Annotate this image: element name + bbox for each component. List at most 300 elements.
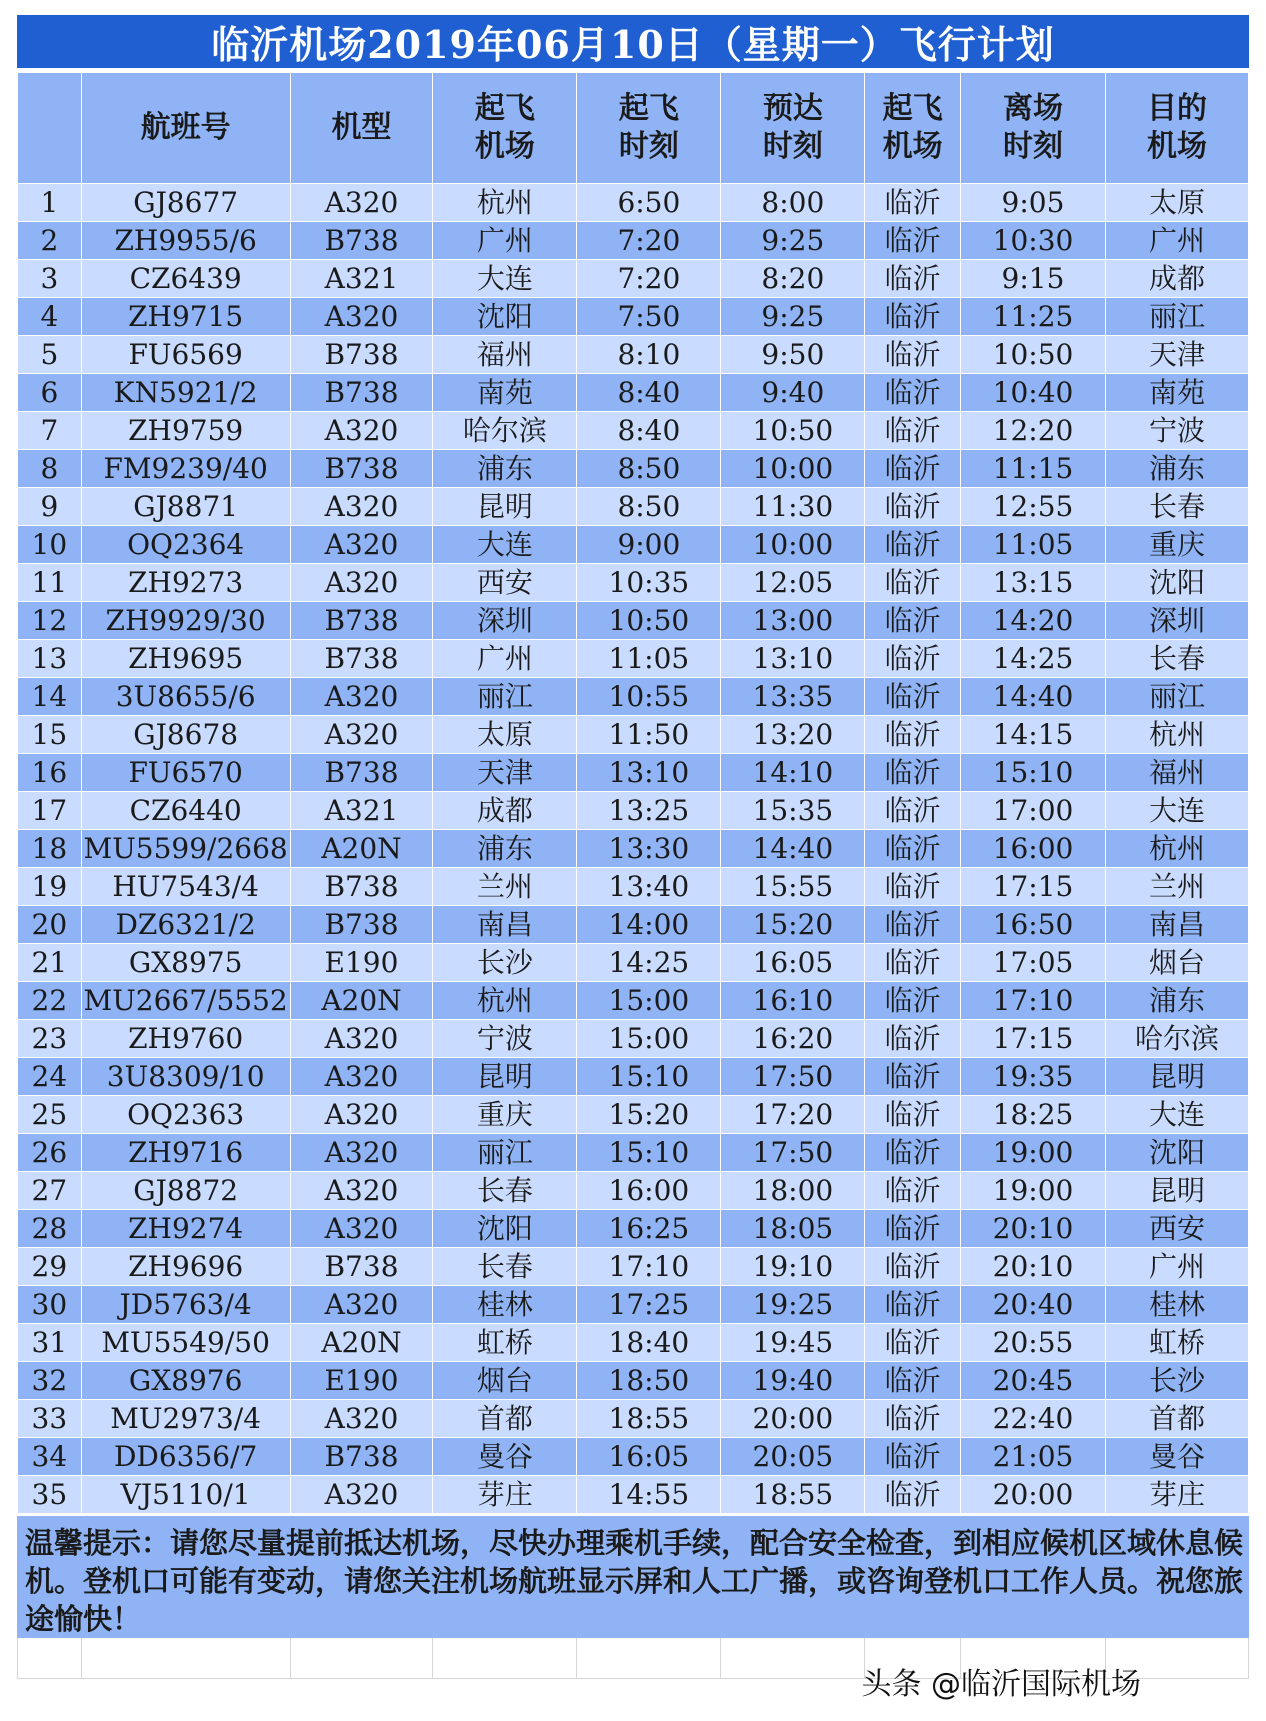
origin-airport: 广州 bbox=[433, 640, 577, 678]
departure-time: 6:50 bbox=[577, 184, 721, 222]
leave-time: 14:15 bbox=[960, 716, 1105, 754]
leave-time: 14:40 bbox=[960, 678, 1105, 716]
destination-airport: 广州 bbox=[1106, 222, 1249, 260]
departure-airport: 临沂 bbox=[865, 944, 961, 982]
origin-airport: 虹桥 bbox=[433, 1324, 577, 1362]
table-row bbox=[18, 640, 1249, 678]
origin-airport: 西安 bbox=[433, 564, 577, 602]
arrival-time: 18:55 bbox=[721, 1476, 865, 1514]
aircraft-type: A320 bbox=[290, 1210, 433, 1248]
flight-number: DZ6321/2 bbox=[81, 906, 290, 944]
origin-airport: 首都 bbox=[433, 1400, 577, 1438]
destination-airport: 长春 bbox=[1106, 488, 1249, 526]
aircraft-type: B738 bbox=[290, 450, 433, 488]
schedule-sheet bbox=[17, 15, 1249, 1679]
flight-number: ZH9696 bbox=[81, 1248, 290, 1286]
leave-time: 9:05 bbox=[960, 184, 1105, 222]
flight-number: CZ6439 bbox=[81, 260, 290, 298]
flight-number: MU2667/5552 bbox=[81, 982, 290, 1020]
aircraft-type: A20N bbox=[290, 1324, 433, 1362]
row-index: 32 bbox=[18, 1362, 82, 1400]
origin-airport: 长春 bbox=[433, 1172, 577, 1210]
arrival-time: 15:20 bbox=[721, 906, 865, 944]
arrival-time: 13:00 bbox=[721, 602, 865, 640]
origin-airport: 长沙 bbox=[433, 944, 577, 982]
arrival-time: 12:05 bbox=[721, 564, 865, 602]
leave-time: 19:00 bbox=[960, 1172, 1105, 1210]
flight-number: 3U8655/6 bbox=[81, 678, 290, 716]
departure-time: 14:00 bbox=[577, 906, 721, 944]
destination-airport: 沈阳 bbox=[1106, 564, 1249, 602]
row-index: 19 bbox=[18, 868, 82, 906]
origin-airport: 大连 bbox=[433, 260, 577, 298]
departure-time: 16:05 bbox=[577, 1438, 721, 1476]
arrival-time: 14:40 bbox=[721, 830, 865, 868]
row-index: 18 bbox=[18, 830, 82, 868]
origin-airport: 沈阳 bbox=[433, 298, 577, 336]
row-index: 33 bbox=[18, 1400, 82, 1438]
departure-airport: 临沂 bbox=[865, 1438, 961, 1476]
header-row bbox=[18, 73, 1249, 184]
origin-airport: 芽庄 bbox=[433, 1476, 577, 1514]
arrival-time: 19:10 bbox=[721, 1248, 865, 1286]
destination-airport: 广州 bbox=[1106, 1248, 1249, 1286]
row-index: 16 bbox=[18, 754, 82, 792]
leave-time: 20:10 bbox=[960, 1248, 1105, 1286]
table-row bbox=[18, 336, 1249, 374]
table-row bbox=[18, 792, 1249, 830]
header-destination: 目的机场 bbox=[1106, 73, 1249, 184]
leave-time: 19:00 bbox=[960, 1134, 1105, 1172]
aircraft-type: A320 bbox=[290, 526, 433, 564]
flight-number: GX8976 bbox=[81, 1362, 290, 1400]
arrival-time: 10:00 bbox=[721, 526, 865, 564]
flight-number: ZH9716 bbox=[81, 1134, 290, 1172]
aircraft-type: A320 bbox=[290, 716, 433, 754]
flight-number: CZ6440 bbox=[81, 792, 290, 830]
flight-number: HU7543/4 bbox=[81, 868, 290, 906]
schedule-body bbox=[18, 184, 1249, 1514]
table-row bbox=[18, 222, 1249, 260]
row-index: 23 bbox=[18, 1020, 82, 1058]
arrival-time: 13:10 bbox=[721, 640, 865, 678]
arrival-time: 8:20 bbox=[721, 260, 865, 298]
leave-time: 15:10 bbox=[960, 754, 1105, 792]
table-row bbox=[18, 678, 1249, 716]
table-row bbox=[18, 564, 1249, 602]
leave-time: 11:05 bbox=[960, 526, 1105, 564]
arrival-time: 13:20 bbox=[721, 716, 865, 754]
table-row bbox=[18, 1210, 1249, 1248]
destination-airport: 太原 bbox=[1106, 184, 1249, 222]
flight-number: ZH9955/6 bbox=[81, 222, 290, 260]
departure-airport: 临沂 bbox=[865, 868, 961, 906]
origin-airport: 重庆 bbox=[433, 1096, 577, 1134]
aircraft-type: A320 bbox=[290, 184, 433, 222]
origin-airport: 烟台 bbox=[433, 1362, 577, 1400]
row-index: 29 bbox=[18, 1248, 82, 1286]
origin-airport: 宁波 bbox=[433, 1020, 577, 1058]
destination-airport: 福州 bbox=[1106, 754, 1249, 792]
departure-airport: 临沂 bbox=[865, 298, 961, 336]
flight-number: DD6356/7 bbox=[81, 1438, 290, 1476]
arrival-time: 18:00 bbox=[721, 1172, 865, 1210]
row-index: 14 bbox=[18, 678, 82, 716]
destination-airport: 兰州 bbox=[1106, 868, 1249, 906]
table-row bbox=[18, 1248, 1249, 1286]
origin-airport: 大连 bbox=[433, 526, 577, 564]
header-leave-time: 离场时刻 bbox=[960, 73, 1105, 184]
departure-time: 13:25 bbox=[577, 792, 721, 830]
departure-airport: 临沂 bbox=[865, 1020, 961, 1058]
departure-time: 18:50 bbox=[577, 1362, 721, 1400]
origin-airport: 浦东 bbox=[433, 830, 577, 868]
departure-airport: 临沂 bbox=[865, 1172, 961, 1210]
departure-airport: 临沂 bbox=[865, 1096, 961, 1134]
row-index: 4 bbox=[18, 298, 82, 336]
origin-airport: 杭州 bbox=[433, 184, 577, 222]
aircraft-type: A320 bbox=[290, 488, 433, 526]
reminder-notice: 温馨提示：请您尽量提前抵达机场，尽快办理乘机手续，配合安全检查，到相应候机区域休息候机。登机口可能有变动，请您关注机场航班显示屏和人工广播，或咨询登机口工作人员。祝您旅途愉快！ bbox=[17, 1514, 1249, 1638]
aircraft-type: A320 bbox=[290, 298, 433, 336]
aircraft-type: E190 bbox=[290, 1362, 433, 1400]
arrival-time: 14:10 bbox=[721, 754, 865, 792]
arrival-time: 10:50 bbox=[721, 412, 865, 450]
table-row bbox=[18, 1400, 1249, 1438]
destination-airport: 深圳 bbox=[1106, 602, 1249, 640]
leave-time: 10:40 bbox=[960, 374, 1105, 412]
departure-time: 13:30 bbox=[577, 830, 721, 868]
table-row bbox=[18, 1096, 1249, 1134]
leave-time: 20:00 bbox=[960, 1476, 1105, 1514]
leave-time: 17:15 bbox=[960, 868, 1105, 906]
departure-airport: 临沂 bbox=[865, 184, 961, 222]
aircraft-type: E190 bbox=[290, 944, 433, 982]
flight-number: VJ5110/1 bbox=[81, 1476, 290, 1514]
departure-airport: 临沂 bbox=[865, 640, 961, 678]
destination-airport: 芽庄 bbox=[1106, 1476, 1249, 1514]
flight-schedule-table bbox=[17, 72, 1249, 1514]
table-row bbox=[18, 716, 1249, 754]
destination-airport: 烟台 bbox=[1106, 944, 1249, 982]
flight-number: GX8975 bbox=[81, 944, 290, 982]
empty-cell bbox=[18, 1638, 82, 1679]
departure-time: 18:40 bbox=[577, 1324, 721, 1362]
arrival-time: 16:05 bbox=[721, 944, 865, 982]
departure-airport: 临沂 bbox=[865, 412, 961, 450]
empty-cell bbox=[433, 1638, 577, 1679]
departure-time: 15:10 bbox=[577, 1058, 721, 1096]
aircraft-type: A320 bbox=[290, 678, 433, 716]
leave-time: 20:10 bbox=[960, 1210, 1105, 1248]
destination-airport: 丽江 bbox=[1106, 678, 1249, 716]
leave-time: 16:00 bbox=[960, 830, 1105, 868]
flight-number: ZH9929/30 bbox=[81, 602, 290, 640]
departure-time: 10:55 bbox=[577, 678, 721, 716]
flight-number: FU6569 bbox=[81, 336, 290, 374]
leave-time: 14:20 bbox=[960, 602, 1105, 640]
arrival-time: 16:20 bbox=[721, 1020, 865, 1058]
flight-number: OQ2363 bbox=[81, 1096, 290, 1134]
destination-airport: 宁波 bbox=[1106, 412, 1249, 450]
departure-airport: 临沂 bbox=[865, 1134, 961, 1172]
arrival-time: 15:55 bbox=[721, 868, 865, 906]
header-aircraft: 机型 bbox=[290, 73, 433, 184]
page-title: 临沂机场2019年06月10日（星期一）飞行计划 bbox=[17, 15, 1249, 72]
departure-time: 17:10 bbox=[577, 1248, 721, 1286]
leave-time: 10:30 bbox=[960, 222, 1105, 260]
aircraft-type: B738 bbox=[290, 222, 433, 260]
row-index: 1 bbox=[18, 184, 82, 222]
departure-time: 9:00 bbox=[577, 526, 721, 564]
flight-number: GJ8872 bbox=[81, 1172, 290, 1210]
header-departure-time: 起飞时刻 bbox=[577, 73, 721, 184]
row-index: 35 bbox=[18, 1476, 82, 1514]
leave-time: 17:10 bbox=[960, 982, 1105, 1020]
empty-cell bbox=[290, 1638, 433, 1679]
departure-time: 16:25 bbox=[577, 1210, 721, 1248]
leave-time: 21:05 bbox=[960, 1438, 1105, 1476]
origin-airport: 哈尔滨 bbox=[433, 412, 577, 450]
row-index: 34 bbox=[18, 1438, 82, 1476]
arrival-time: 8:00 bbox=[721, 184, 865, 222]
table-row bbox=[18, 944, 1249, 982]
aircraft-type: B738 bbox=[290, 754, 433, 792]
departure-airport: 临沂 bbox=[865, 1058, 961, 1096]
arrival-time: 18:05 bbox=[721, 1210, 865, 1248]
destination-airport: 南昌 bbox=[1106, 906, 1249, 944]
row-index: 7 bbox=[18, 412, 82, 450]
departure-time: 7:20 bbox=[577, 260, 721, 298]
aircraft-type: A320 bbox=[290, 1020, 433, 1058]
departure-airport: 临沂 bbox=[865, 602, 961, 640]
table-row bbox=[18, 184, 1249, 222]
row-index: 15 bbox=[18, 716, 82, 754]
origin-airport: 浦东 bbox=[433, 450, 577, 488]
arrival-time: 19:40 bbox=[721, 1362, 865, 1400]
origin-airport: 南苑 bbox=[433, 374, 577, 412]
table-row bbox=[18, 450, 1249, 488]
origin-airport: 昆明 bbox=[433, 488, 577, 526]
flight-number: GJ8871 bbox=[81, 488, 290, 526]
aircraft-type: B738 bbox=[290, 336, 433, 374]
departure-airport: 临沂 bbox=[865, 1400, 961, 1438]
origin-airport: 长春 bbox=[433, 1248, 577, 1286]
destination-airport: 大连 bbox=[1106, 792, 1249, 830]
leave-time: 19:35 bbox=[960, 1058, 1105, 1096]
row-index: 10 bbox=[18, 526, 82, 564]
departure-time: 15:00 bbox=[577, 1020, 721, 1058]
flight-number: ZH9695 bbox=[81, 640, 290, 678]
departure-time: 8:40 bbox=[577, 374, 721, 412]
empty-cell bbox=[81, 1638, 290, 1679]
departure-time: 18:55 bbox=[577, 1400, 721, 1438]
leave-time: 17:05 bbox=[960, 944, 1105, 982]
arrival-time: 9:25 bbox=[721, 222, 865, 260]
table-row bbox=[18, 1286, 1249, 1324]
flight-number: KN5921/2 bbox=[81, 374, 290, 412]
flight-number: ZH9759 bbox=[81, 412, 290, 450]
departure-airport: 临沂 bbox=[865, 1362, 961, 1400]
departure-time: 13:40 bbox=[577, 868, 721, 906]
origin-airport: 天津 bbox=[433, 754, 577, 792]
arrival-time: 15:35 bbox=[721, 792, 865, 830]
row-index: 26 bbox=[18, 1134, 82, 1172]
departure-airport: 临沂 bbox=[865, 1286, 961, 1324]
table-row bbox=[18, 260, 1249, 298]
header-arrival-time: 预达时刻 bbox=[721, 73, 865, 184]
destination-airport: 西安 bbox=[1106, 1210, 1249, 1248]
leave-time: 17:15 bbox=[960, 1020, 1105, 1058]
destination-airport: 曼谷 bbox=[1106, 1438, 1249, 1476]
leave-time: 10:50 bbox=[960, 336, 1105, 374]
destination-airport: 成都 bbox=[1106, 260, 1249, 298]
origin-airport: 丽江 bbox=[433, 1134, 577, 1172]
departure-time: 15:10 bbox=[577, 1134, 721, 1172]
flight-number: MU5599/2668 bbox=[81, 830, 290, 868]
table-row bbox=[18, 1362, 1249, 1400]
aircraft-type: B738 bbox=[290, 1248, 433, 1286]
departure-time: 8:10 bbox=[577, 336, 721, 374]
aircraft-type: A320 bbox=[290, 1286, 433, 1324]
table-row bbox=[18, 1438, 1249, 1476]
aircraft-type: A320 bbox=[290, 564, 433, 602]
header-departure-airport: 起飞机场 bbox=[865, 73, 961, 184]
departure-time: 14:55 bbox=[577, 1476, 721, 1514]
aircraft-type: A320 bbox=[290, 412, 433, 450]
flight-number: MU5549/50 bbox=[81, 1324, 290, 1362]
flight-number: ZH9760 bbox=[81, 1020, 290, 1058]
departure-airport: 临沂 bbox=[865, 1476, 961, 1514]
leave-time: 11:25 bbox=[960, 298, 1105, 336]
row-index: 24 bbox=[18, 1058, 82, 1096]
origin-airport: 成都 bbox=[433, 792, 577, 830]
arrival-time: 16:10 bbox=[721, 982, 865, 1020]
row-index: 3 bbox=[18, 260, 82, 298]
flight-number: GJ8678 bbox=[81, 716, 290, 754]
departure-airport: 临沂 bbox=[865, 1248, 961, 1286]
departure-time: 8:50 bbox=[577, 488, 721, 526]
table-row bbox=[18, 982, 1249, 1020]
aircraft-type: B738 bbox=[290, 374, 433, 412]
aircraft-type: A321 bbox=[290, 260, 433, 298]
destination-airport: 杭州 bbox=[1106, 830, 1249, 868]
row-index: 12 bbox=[18, 602, 82, 640]
aircraft-type: A320 bbox=[290, 1172, 433, 1210]
destination-airport: 虹桥 bbox=[1106, 1324, 1249, 1362]
arrival-time: 17:20 bbox=[721, 1096, 865, 1134]
destination-airport: 丽江 bbox=[1106, 298, 1249, 336]
flight-number: OQ2364 bbox=[81, 526, 290, 564]
destination-airport: 哈尔滨 bbox=[1106, 1020, 1249, 1058]
arrival-time: 19:45 bbox=[721, 1324, 865, 1362]
flight-number: ZH9715 bbox=[81, 298, 290, 336]
table-row bbox=[18, 868, 1249, 906]
arrival-time: 9:40 bbox=[721, 374, 865, 412]
leave-time: 20:45 bbox=[960, 1362, 1105, 1400]
origin-airport: 深圳 bbox=[433, 602, 577, 640]
leave-time: 14:25 bbox=[960, 640, 1105, 678]
table-row bbox=[18, 488, 1249, 526]
departure-airport: 临沂 bbox=[865, 374, 961, 412]
departure-airport: 临沂 bbox=[865, 830, 961, 868]
leave-time: 12:20 bbox=[960, 412, 1105, 450]
origin-airport: 沈阳 bbox=[433, 1210, 577, 1248]
destination-airport: 昆明 bbox=[1106, 1172, 1249, 1210]
origin-airport: 广州 bbox=[433, 222, 577, 260]
origin-airport: 丽江 bbox=[433, 678, 577, 716]
aircraft-type: B738 bbox=[290, 602, 433, 640]
origin-airport: 曼谷 bbox=[433, 1438, 577, 1476]
origin-airport: 太原 bbox=[433, 716, 577, 754]
row-index: 8 bbox=[18, 450, 82, 488]
arrival-time: 10:00 bbox=[721, 450, 865, 488]
destination-airport: 长春 bbox=[1106, 640, 1249, 678]
aircraft-type: A320 bbox=[290, 1134, 433, 1172]
departure-airport: 临沂 bbox=[865, 1324, 961, 1362]
arrival-time: 11:30 bbox=[721, 488, 865, 526]
origin-airport: 杭州 bbox=[433, 982, 577, 1020]
departure-time: 7:20 bbox=[577, 222, 721, 260]
destination-airport: 沈阳 bbox=[1106, 1134, 1249, 1172]
departure-time: 8:40 bbox=[577, 412, 721, 450]
leave-time: 16:50 bbox=[960, 906, 1105, 944]
leave-time: 13:15 bbox=[960, 564, 1105, 602]
departure-time: 15:00 bbox=[577, 982, 721, 1020]
leave-time: 12:55 bbox=[960, 488, 1105, 526]
row-index: 27 bbox=[18, 1172, 82, 1210]
destination-airport: 首都 bbox=[1106, 1400, 1249, 1438]
leave-time: 17:00 bbox=[960, 792, 1105, 830]
arrival-time: 17:50 bbox=[721, 1058, 865, 1096]
departure-time: 15:20 bbox=[577, 1096, 721, 1134]
aircraft-type: B738 bbox=[290, 868, 433, 906]
departure-airport: 临沂 bbox=[865, 1210, 961, 1248]
departure-time: 10:50 bbox=[577, 602, 721, 640]
departure-time: 10:35 bbox=[577, 564, 721, 602]
flight-number: JD5763/4 bbox=[81, 1286, 290, 1324]
departure-airport: 临沂 bbox=[865, 564, 961, 602]
table-row bbox=[18, 1476, 1249, 1514]
leave-time: 11:15 bbox=[960, 450, 1105, 488]
aircraft-type: B738 bbox=[290, 1438, 433, 1476]
departure-time: 16:00 bbox=[577, 1172, 721, 1210]
origin-airport: 兰州 bbox=[433, 868, 577, 906]
destination-airport: 桂林 bbox=[1106, 1286, 1249, 1324]
flight-number: 3U8309/10 bbox=[81, 1058, 290, 1096]
origin-airport: 桂林 bbox=[433, 1286, 577, 1324]
table-row bbox=[18, 526, 1249, 564]
origin-airport: 昆明 bbox=[433, 1058, 577, 1096]
arrival-time: 20:05 bbox=[721, 1438, 865, 1476]
destination-airport: 昆明 bbox=[1106, 1058, 1249, 1096]
destination-airport: 长沙 bbox=[1106, 1362, 1249, 1400]
row-index: 30 bbox=[18, 1286, 82, 1324]
departure-airport: 临沂 bbox=[865, 260, 961, 298]
header-index bbox=[18, 73, 82, 184]
watermark: 头条 @临沂国际机场 bbox=[861, 1667, 1141, 1702]
table-row bbox=[18, 1324, 1249, 1362]
destination-airport: 重庆 bbox=[1106, 526, 1249, 564]
arrival-time: 9:50 bbox=[721, 336, 865, 374]
row-index: 20 bbox=[18, 906, 82, 944]
aircraft-type: A320 bbox=[290, 1058, 433, 1096]
destination-airport: 南苑 bbox=[1106, 374, 1249, 412]
departure-airport: 临沂 bbox=[865, 982, 961, 1020]
origin-airport: 南昌 bbox=[433, 906, 577, 944]
empty-cell bbox=[577, 1638, 721, 1679]
table-row bbox=[18, 298, 1249, 336]
